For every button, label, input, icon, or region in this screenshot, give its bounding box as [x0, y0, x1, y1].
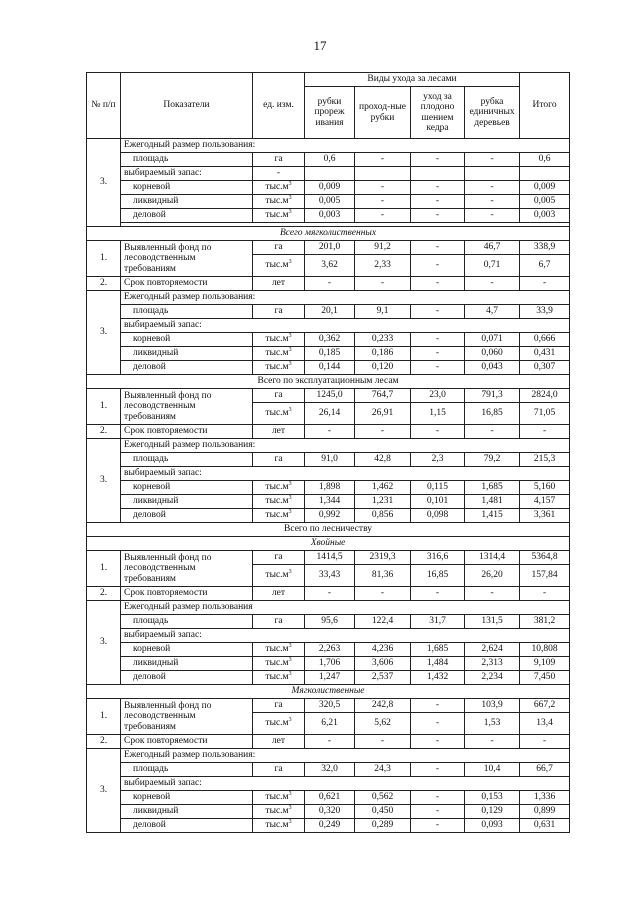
value-cell: 1,247	[305, 671, 355, 685]
unit: $тыс.м^3$	[253, 509, 305, 523]
value-cell: 157,84	[520, 565, 570, 587]
value-cell: -	[411, 361, 465, 375]
value-cell: 71,05	[520, 403, 570, 425]
value-cell: 2824,0	[520, 389, 570, 403]
header-unit: ед. изм.	[253, 73, 305, 139]
section-title: Всего мягколиственных	[87, 227, 570, 241]
value-cell: 0,098	[411, 509, 465, 523]
value-cell: 764,7	[355, 389, 411, 403]
value-cell: 1,344	[305, 495, 355, 509]
value-cell: -	[411, 209, 465, 223]
value-cell: 791,3	[465, 389, 520, 403]
value-cell: 3,606	[355, 657, 411, 671]
value-cell: -	[355, 587, 411, 601]
section-title: Всего по лесничеству	[87, 523, 570, 537]
value-cell: -	[465, 277, 520, 291]
liquid-label: ликвидный	[121, 195, 253, 209]
row-number: 1.	[87, 389, 121, 425]
value-cell: 0,666	[520, 333, 570, 347]
value-cell: 0,093	[465, 819, 520, 833]
value-cell: -	[355, 209, 411, 223]
value-cell: 33,9	[520, 305, 570, 319]
value-cell: 1,685	[465, 481, 520, 495]
value-cell: 1,53	[465, 713, 520, 735]
section-title: Всего по эксплуатационным лесам	[87, 375, 570, 389]
value-cell: 79,2	[465, 453, 520, 467]
value-cell: 24,3	[355, 763, 411, 777]
value-cell: 1,336	[520, 791, 570, 805]
value-cell: 26,20	[465, 565, 520, 587]
value-cell: 2319,3	[355, 551, 411, 565]
value-cell: 46,7	[465, 241, 520, 255]
unit: га	[253, 305, 305, 319]
value-cell: 2,263	[305, 643, 355, 657]
value-cell: -	[411, 735, 465, 749]
unit: га	[253, 153, 305, 167]
section-subtitle: Хвойные	[87, 537, 570, 551]
value-cell: 0,071	[465, 333, 520, 347]
value-cell: 0,6	[305, 153, 355, 167]
value-cell: 0,003	[520, 209, 570, 223]
value-cell: -	[465, 735, 520, 749]
area-label: площадь	[121, 453, 253, 467]
value-cell: -	[411, 305, 465, 319]
selected-stock-label: выбираемый запас:	[121, 777, 570, 791]
value-cell: 0,005	[305, 195, 355, 209]
value-cell: 2,33	[355, 255, 411, 277]
value-cell: 16,85	[411, 565, 465, 587]
value-cell: -	[520, 277, 570, 291]
selected-stock-label: выбираемый запас:	[121, 319, 570, 333]
value-cell: 6,21	[305, 713, 355, 735]
value-cell: 0,431	[520, 347, 570, 361]
value-cell: 32,0	[305, 763, 355, 777]
value-cell: 2,3	[411, 453, 465, 467]
page-number: 17	[313, 38, 327, 53]
area-label: площадь	[121, 615, 253, 629]
value-cell: 0,233	[355, 333, 411, 347]
selected-stock-label: выбираемый запас:	[121, 167, 253, 181]
value-cell: 1314,4	[465, 551, 520, 565]
value-cell: 91,0	[305, 453, 355, 467]
section-subtitle: Мягколиственные	[87, 685, 570, 699]
root-label: корневой	[121, 791, 253, 805]
value-cell: 131,5	[465, 615, 520, 629]
value-cell: 0,899	[520, 805, 570, 819]
row-number: 1.	[87, 699, 121, 735]
value-cell: 7,450	[520, 671, 570, 685]
value-cell: 0,043	[465, 361, 520, 375]
business-label: деловой	[121, 209, 253, 223]
value-cell: 2,313	[465, 657, 520, 671]
row-number: 1.	[87, 551, 121, 587]
unit: лет	[253, 735, 305, 749]
value-cell: 6,7	[520, 255, 570, 277]
value-cell: 3,361	[520, 509, 570, 523]
value-cell: -	[305, 277, 355, 291]
value-cell: 42,8	[355, 453, 411, 467]
row-number: 3.	[87, 749, 121, 833]
value-cell: -	[411, 277, 465, 291]
forest-care-table	[86, 72, 570, 833]
value-cell: 1,432	[411, 671, 465, 685]
liquid-label: ликвидный	[121, 805, 253, 819]
unit: $тыс.м^3$	[253, 209, 305, 223]
value-cell: 91,2	[355, 241, 411, 255]
value-cell: 0,144	[305, 361, 355, 375]
value-cell: -	[520, 735, 570, 749]
header-group-title: Виды ухода за лесами	[305, 73, 520, 87]
value-cell: 0,115	[411, 481, 465, 495]
fund-label: Выявленный фонд по лесоводственным требованиям	[121, 241, 253, 277]
unit: $тыс.м^3$	[253, 819, 305, 833]
value-cell: 0,186	[355, 347, 411, 361]
value-cell: -	[465, 181, 520, 195]
fund-label: Выявленный фонд по лесоводственным требованиям	[121, 389, 253, 425]
value-cell: 1,231	[355, 495, 411, 509]
value-cell: -	[411, 587, 465, 601]
value-cell: 81,36	[355, 565, 411, 587]
value-cell: 1,15	[411, 403, 465, 425]
unit: га	[253, 389, 305, 403]
unit: $тыс.м^3$	[253, 671, 305, 685]
header-no: № п/п	[87, 73, 121, 139]
period-label: Срок повторяемости	[121, 277, 253, 291]
value-cell: 1,685	[411, 643, 465, 657]
value-cell: -	[411, 713, 465, 735]
row-number: 3.	[87, 601, 121, 685]
annual-use-label: Ежегодный размер пользования	[121, 601, 570, 615]
value-cell: -	[355, 735, 411, 749]
value-cell: -	[465, 209, 520, 223]
value-cell: 10,808	[520, 643, 570, 657]
value-cell: 0,060	[465, 347, 520, 361]
value-cell: -	[520, 587, 570, 601]
value-cell: 1245,0	[305, 389, 355, 403]
value-cell: 0,450	[355, 805, 411, 819]
value-cell: 0,289	[355, 819, 411, 833]
value-cell: 0,005	[520, 195, 570, 209]
value-cell: 0,621	[305, 791, 355, 805]
annual-use-label: Ежегодный размер пользования:	[121, 749, 570, 763]
unit: -	[253, 167, 305, 181]
row-number: 2.	[87, 425, 121, 439]
row-number: 3.	[87, 439, 121, 523]
row-number: 3.	[87, 139, 121, 227]
area-label: площадь	[121, 305, 253, 319]
value-cell: 338,9	[520, 241, 570, 255]
value-cell: 0,185	[305, 347, 355, 361]
value-cell: 5,160	[520, 481, 570, 495]
value-cell: 1,462	[355, 481, 411, 495]
value-cell: 1,415	[465, 509, 520, 523]
value-cell: 23,0	[411, 389, 465, 403]
row-number: 2.	[87, 277, 121, 291]
liquid-label: ликвидный	[121, 347, 253, 361]
unit: лет	[253, 277, 305, 291]
area-label: площадь	[121, 763, 253, 777]
value-cell: -	[465, 425, 520, 439]
unit: $тыс.м^3$	[253, 565, 305, 587]
unit: $тыс.м^3$	[253, 255, 305, 277]
value-cell: -	[355, 195, 411, 209]
value-cell: 10,4	[465, 763, 520, 777]
value-cell: 1,484	[411, 657, 465, 671]
value-cell: 4,157	[520, 495, 570, 509]
value-cell: 242,8	[355, 699, 411, 713]
value-cell: -	[411, 153, 465, 167]
value-cell: 0,101	[411, 495, 465, 509]
value-cell: 4,7	[465, 305, 520, 319]
header-thinning: рубки прореж ивания	[305, 87, 355, 139]
value-cell: 0,562	[355, 791, 411, 805]
value-cell: 9,1	[355, 305, 411, 319]
annual-use-label: Ежегодный размер пользования:	[121, 439, 570, 453]
value-cell: -	[411, 181, 465, 195]
value-cell: -	[411, 791, 465, 805]
value-cell: -	[465, 195, 520, 209]
unit: га	[253, 241, 305, 255]
value-cell: -	[355, 425, 411, 439]
annual-use-label: Ежегодный размер пользования:	[121, 291, 570, 305]
value-cell: 9,109	[520, 657, 570, 671]
value-cell: 13,4	[520, 713, 570, 735]
unit: га	[253, 615, 305, 629]
value-cell: 0,009	[520, 181, 570, 195]
value-cell: 316,6	[411, 551, 465, 565]
value-cell: -	[465, 153, 520, 167]
annual-use-label: Ежегодный размер пользования:	[121, 139, 570, 153]
value-cell: -	[305, 735, 355, 749]
value-cell: -	[411, 333, 465, 347]
row-number: 1.	[87, 241, 121, 277]
liquid-label: ликвидный	[121, 657, 253, 671]
value-cell: 0,856	[355, 509, 411, 523]
value-cell: 26,14	[305, 403, 355, 425]
unit: $тыс.м^3$	[253, 805, 305, 819]
value-cell: 5364,8	[520, 551, 570, 565]
value-cell: 3,62	[305, 255, 355, 277]
unit: $тыс.м^3$	[253, 481, 305, 495]
value-cell: 0,71	[465, 255, 520, 277]
value-cell: 0,003	[305, 209, 355, 223]
value-cell: 0,631	[520, 819, 570, 833]
unit: га	[253, 551, 305, 565]
value-cell: 0,009	[305, 181, 355, 195]
value-cell: -	[355, 181, 411, 195]
value-cell: -	[411, 255, 465, 277]
value-cell: 5,62	[355, 713, 411, 735]
header-care-cedar: уход за плодоно шением кедра	[411, 87, 465, 139]
unit: $тыс.м^3$	[253, 657, 305, 671]
value-cell: 20,1	[305, 305, 355, 319]
value-cell: 1414,5	[305, 551, 355, 565]
value-cell: 1,706	[305, 657, 355, 671]
header-indicator: Показатели	[121, 73, 253, 139]
unit: $тыс.м^3$	[253, 361, 305, 375]
value-cell: 0,6	[520, 153, 570, 167]
root-label: корневой	[121, 481, 253, 495]
row-number: 3.	[87, 291, 121, 375]
unit: лет	[253, 587, 305, 601]
value-cell: 66,7	[520, 763, 570, 777]
value-cell: 215,3	[520, 453, 570, 467]
unit: лет	[253, 425, 305, 439]
value-cell: 1,481	[465, 495, 520, 509]
value-cell: -	[305, 587, 355, 601]
row-number: 2.	[87, 587, 121, 601]
value-cell: 0,307	[520, 361, 570, 375]
value-cell: 667,2	[520, 699, 570, 713]
period-label: Срок повторяемости	[121, 425, 253, 439]
value-cell: -	[355, 153, 411, 167]
value-cell: 103,9	[465, 699, 520, 713]
value-cell: 33,43	[305, 565, 355, 587]
value-cell: -	[411, 195, 465, 209]
value-cell: 1,898	[305, 481, 355, 495]
business-label: деловой	[121, 819, 253, 833]
value-cell: 31,7	[411, 615, 465, 629]
value-cell: 381,2	[520, 615, 570, 629]
value-cell: -	[411, 241, 465, 255]
value-cell: 4,236	[355, 643, 411, 657]
unit: га	[253, 699, 305, 713]
value-cell: -	[411, 425, 465, 439]
unit: $тыс.м^3$	[253, 195, 305, 209]
value-cell: 0,153	[465, 791, 520, 805]
value-cell: 201,0	[305, 241, 355, 255]
unit: га	[253, 453, 305, 467]
value-cell: 26,91	[355, 403, 411, 425]
header-total: Итого	[520, 73, 570, 139]
value-cell: 2,234	[465, 671, 520, 685]
value-cell: -	[411, 699, 465, 713]
value-cell: 2,624	[465, 643, 520, 657]
unit: $тыс.м^3$	[253, 713, 305, 735]
unit: $тыс.м^3$	[253, 403, 305, 425]
value-cell: 0,362	[305, 333, 355, 347]
business-label: деловой	[121, 671, 253, 685]
selected-stock-label: выбираемый запас:	[121, 629, 570, 643]
value-cell: 0,249	[305, 819, 355, 833]
fund-label: Выявленный фонд по лесоводственным требованиям	[121, 699, 253, 735]
root-label: корневой	[121, 181, 253, 195]
value-cell: 16,85	[465, 403, 520, 425]
value-cell: 0,320	[305, 805, 355, 819]
root-label: корневой	[121, 643, 253, 657]
business-label: деловой	[121, 361, 253, 375]
unit: га	[253, 763, 305, 777]
value-cell: -	[411, 805, 465, 819]
unit: $тыс.м^3$	[253, 643, 305, 657]
unit: $тыс.м^3$	[253, 495, 305, 509]
value-cell: 2,537	[355, 671, 411, 685]
value-cell: 0,129	[465, 805, 520, 819]
liquid-label: ликвидный	[121, 495, 253, 509]
unit: $тыс.м^3$	[253, 181, 305, 195]
period-label: Срок повторяемости	[121, 735, 253, 749]
area-label: площадь	[121, 153, 253, 167]
value-cell: 122,4	[355, 615, 411, 629]
business-label: деловой	[121, 509, 253, 523]
row-number: 2.	[87, 735, 121, 749]
unit: $тыс.м^3$	[253, 347, 305, 361]
value-cell: -	[305, 425, 355, 439]
header-single-trees: рубка единичных деревьев	[465, 87, 520, 139]
unit: $тыс.м^3$	[253, 333, 305, 347]
value-cell: -	[411, 347, 465, 361]
value-cell: 95,6	[305, 615, 355, 629]
value-cell: 0,120	[355, 361, 411, 375]
unit: $тыс.м^3$	[253, 791, 305, 805]
period-label: Срок повторяемости	[121, 587, 253, 601]
selected-stock-label: выбираемый запас:	[121, 467, 570, 481]
header-passing: проход-ные рубки	[355, 87, 411, 139]
value-cell: 0,992	[305, 509, 355, 523]
value-cell: -	[465, 587, 520, 601]
root-label: корневой	[121, 333, 253, 347]
value-cell: -	[411, 819, 465, 833]
value-cell: 320,5	[305, 699, 355, 713]
value-cell: -	[520, 425, 570, 439]
value-cell: -	[411, 763, 465, 777]
value-cell: -	[355, 277, 411, 291]
fund-label: Выявленный фонд по лесоводственным требованиям	[121, 551, 253, 587]
